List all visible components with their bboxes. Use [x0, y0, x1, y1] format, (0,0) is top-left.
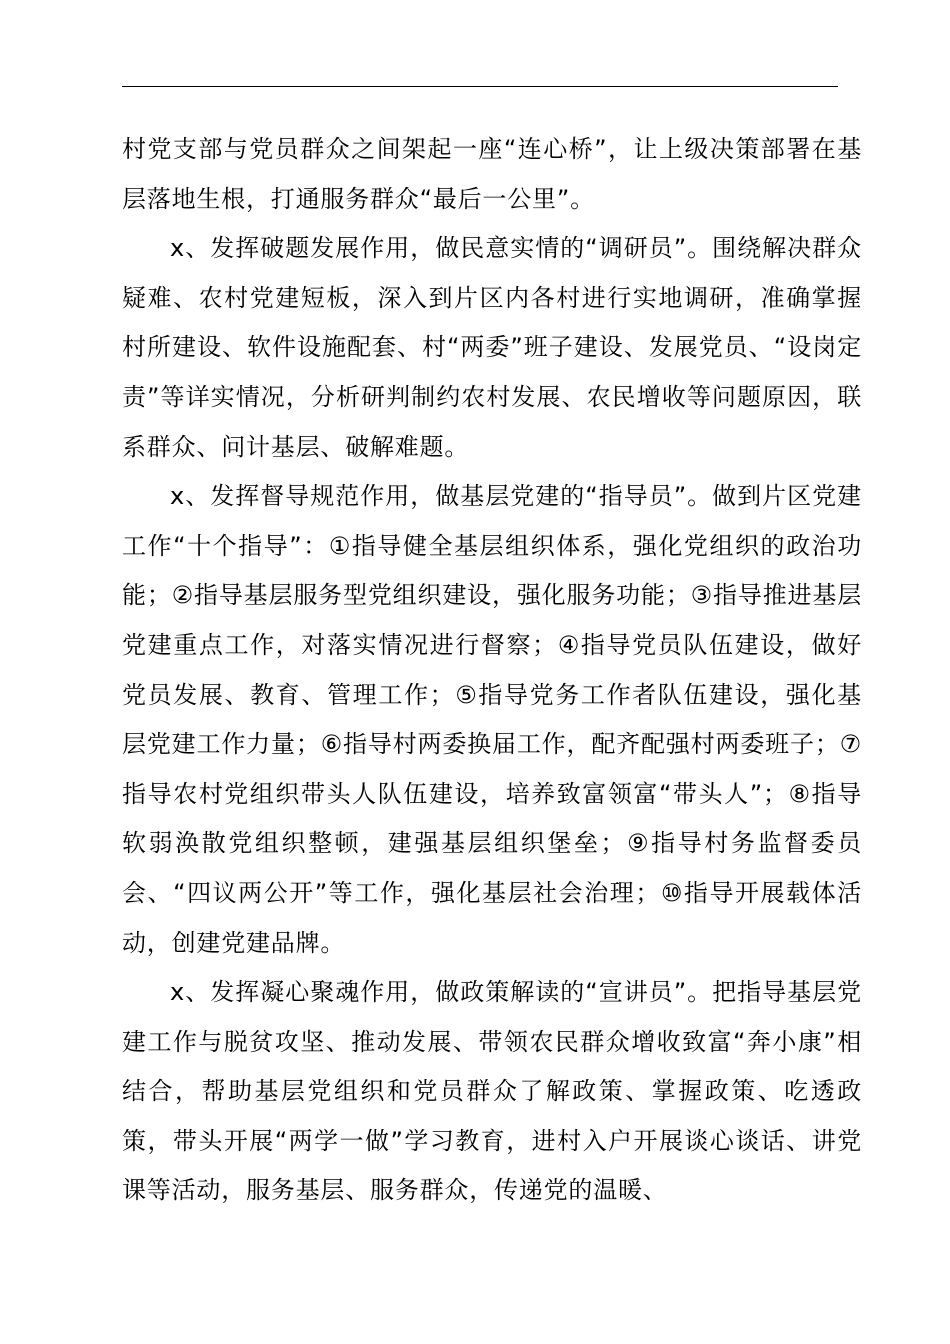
- document-body: [122, 125, 862, 1216]
- header-rule: [122, 86, 838, 87]
- paragraph-policy: x、发挥凝心聚魂作用，做政策解读的“宣讲员”。把指导基层党建工作与脱贫攻坚、推动发展、带领农民群众增收致富“奔小康”相结合，帮助基层党组织和党员群众了解政策、掌握政策、吃透政策，带头开展“两学一做”学习教育，进村入户开展谈心谈话、讲党课等活动，服务基层、服务群众，传递党的温暖、: [122, 978, 862, 1205]
- paragraph-continuation: 村党支部与党员群众之间架起一座“连心桥”，让上级决策部署在基层落地生根，打通服务群众“最后一公里”。: [122, 135, 862, 213]
- paragraph-guidance: x、发挥督导规范作用，做基层党建的“指导员”。做到片区党建工作“十个指导”：①指导健全基层组织体系，强化党组织的政治功能；②指导基层服务型党组织建设，强化服务功能；③指导推进基层党建重点工作，对落实情况进行督察；④指导党员队伍建设，做好党员发展、教育、管理工作；⑤指导党务工作者队伍建设，强化基层党建工作力量；⑥指导村两委换届工作，配齐配强村两委班子；⑦指导农村党组织带头人队伍建设，培养致富领富“带头人”；⑧指导软弱涣散党组织整顿，建强基层组织堡垒；⑨指导村务监督委员会、“四议两公开”等工作，强化基层社会治理；⑩指导开展载体活动，创建党建品牌。: [122, 482, 862, 957]
- paragraph-research: x、发挥破题发展作用，做民意实情的“调研员”。围绕解决群众疑难、农村党建短板，深入到片区内各村进行实地调研，准确掌握村所建设、软件设施配套、村“两委”班子建设、发展党员、“设岗定责”等详实情况，分析研判制约农村发展、农民增收等问题原因，联系群众、问计基层、破解难题。: [122, 234, 862, 461]
